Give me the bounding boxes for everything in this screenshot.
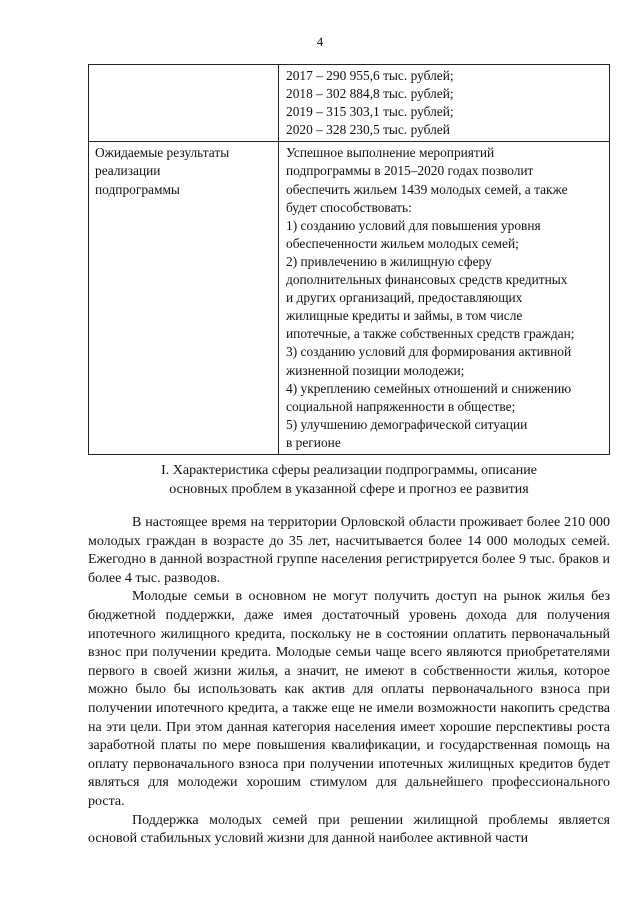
results-line: 1) созданию условий для повышения уровня xyxy=(286,217,541,233)
results-line: жилищные кредиты и займы, в том числе xyxy=(286,308,523,324)
results-line: дополнительных финансовых средств кредитных xyxy=(286,272,568,288)
subprogram-passport-table xyxy=(88,64,610,455)
body-paragraph: Поддержка молодых семей при решении жилищной проблемы является основой стабильных условий жизни для данной наиболее активной части xyxy=(88,812,610,847)
funding-line-2017: 2017 – 290 955,6 тыс. рублей; xyxy=(286,68,454,83)
results-line: 2) привлечению в жилищную сферу xyxy=(286,253,492,269)
results-line: подпрограммы в 2015–2020 годах позволит xyxy=(286,163,534,179)
results-line: 4) укреплению семейных отношений и снижению xyxy=(286,380,572,396)
funding-label-cell xyxy=(89,65,279,142)
section-heading-line: I. Характеристика сферы реализации подпрограммы, описание xyxy=(161,463,537,478)
expected-results-label-cell xyxy=(89,142,279,455)
results-line: социальной напряженности в обществе; xyxy=(286,398,516,414)
results-label-line: реализации xyxy=(95,163,161,179)
results-line: в регионе xyxy=(286,434,341,450)
results-line: ипотечные, а также собственных средств граждан; xyxy=(286,326,575,342)
page-number: 4 xyxy=(316,34,324,49)
results-line: обеспеченности жильем молодых семей; xyxy=(286,235,519,251)
body-paragraph: Молодые семьи в основном не могут получить доступ на рынок жилья без бюджетной поддержки, даже имея достаточный уровень дохода для получения ипотечного жилищного кредита, поскольку не в состоянии оплатить первоначальный взнос при получении кредита. Молодые семьи чаще всего являются приобретателями первого в своей жизни жилья, а значит, не имеют в собственности жилья, которое можно было бы использовать как актив для оплаты первоначального взноса при получении ипотечного кредита, а также еще не имели возможности накопить средства на эти цели. При этом данная категория населения имеет хорошие перспективы роста заработной платы по мере повышения квалификации, и государственная помощь на оплату первоначального взноса при получении ипотечных жилищных кредитов будет являться для молодежи хорошим стимулом для дальнейшего профессионального роста. xyxy=(88,589,610,809)
body-text xyxy=(88,514,610,849)
results-line: 3) созданию условий для формирования активной xyxy=(286,344,572,360)
results-line: будет способствовать: xyxy=(286,199,412,215)
table-row-expected-results xyxy=(89,142,610,455)
results-line: Успешное выполнение мероприятий xyxy=(286,145,495,161)
results-line: и других организаций, предоставляющих xyxy=(286,290,523,306)
funding-line-2020: 2020 – 328 230,5 тыс. рублей xyxy=(286,122,450,138)
results-label-line: подпрограммы xyxy=(95,181,180,197)
funding-values-cell xyxy=(279,65,610,142)
funding-line-2018: 2018 – 302 884,8 тыс. рублей; xyxy=(286,86,454,102)
section-heading xyxy=(88,461,610,499)
table-row-funding xyxy=(89,65,610,142)
funding-line-2019: 2019 – 315 303,1 тыс. рублей; xyxy=(286,104,454,120)
expected-results-content-cell xyxy=(279,142,610,455)
results-line: 5) улучшению демографической ситуации xyxy=(286,416,528,432)
results-label-line: Ожидаемые результаты xyxy=(95,145,230,161)
section-heading-line: основных проблем в указанной сфере и прогноз ее развития xyxy=(169,482,529,497)
results-line: жизненной позиции молодежи; xyxy=(286,362,465,378)
body-paragraph: В настоящее время на территории Орловской области проживает более 210 000 молодых граждан в возрасте до 35 лет, насчитывается более 14 000 молодых семей. Ежегодно в данной возрастной группе населения регистрируется более 9 тыс. браков и более 4 тыс. разводов. xyxy=(88,515,610,586)
results-line: обеспечить жильем 1439 молодых семей, а также xyxy=(286,181,568,197)
